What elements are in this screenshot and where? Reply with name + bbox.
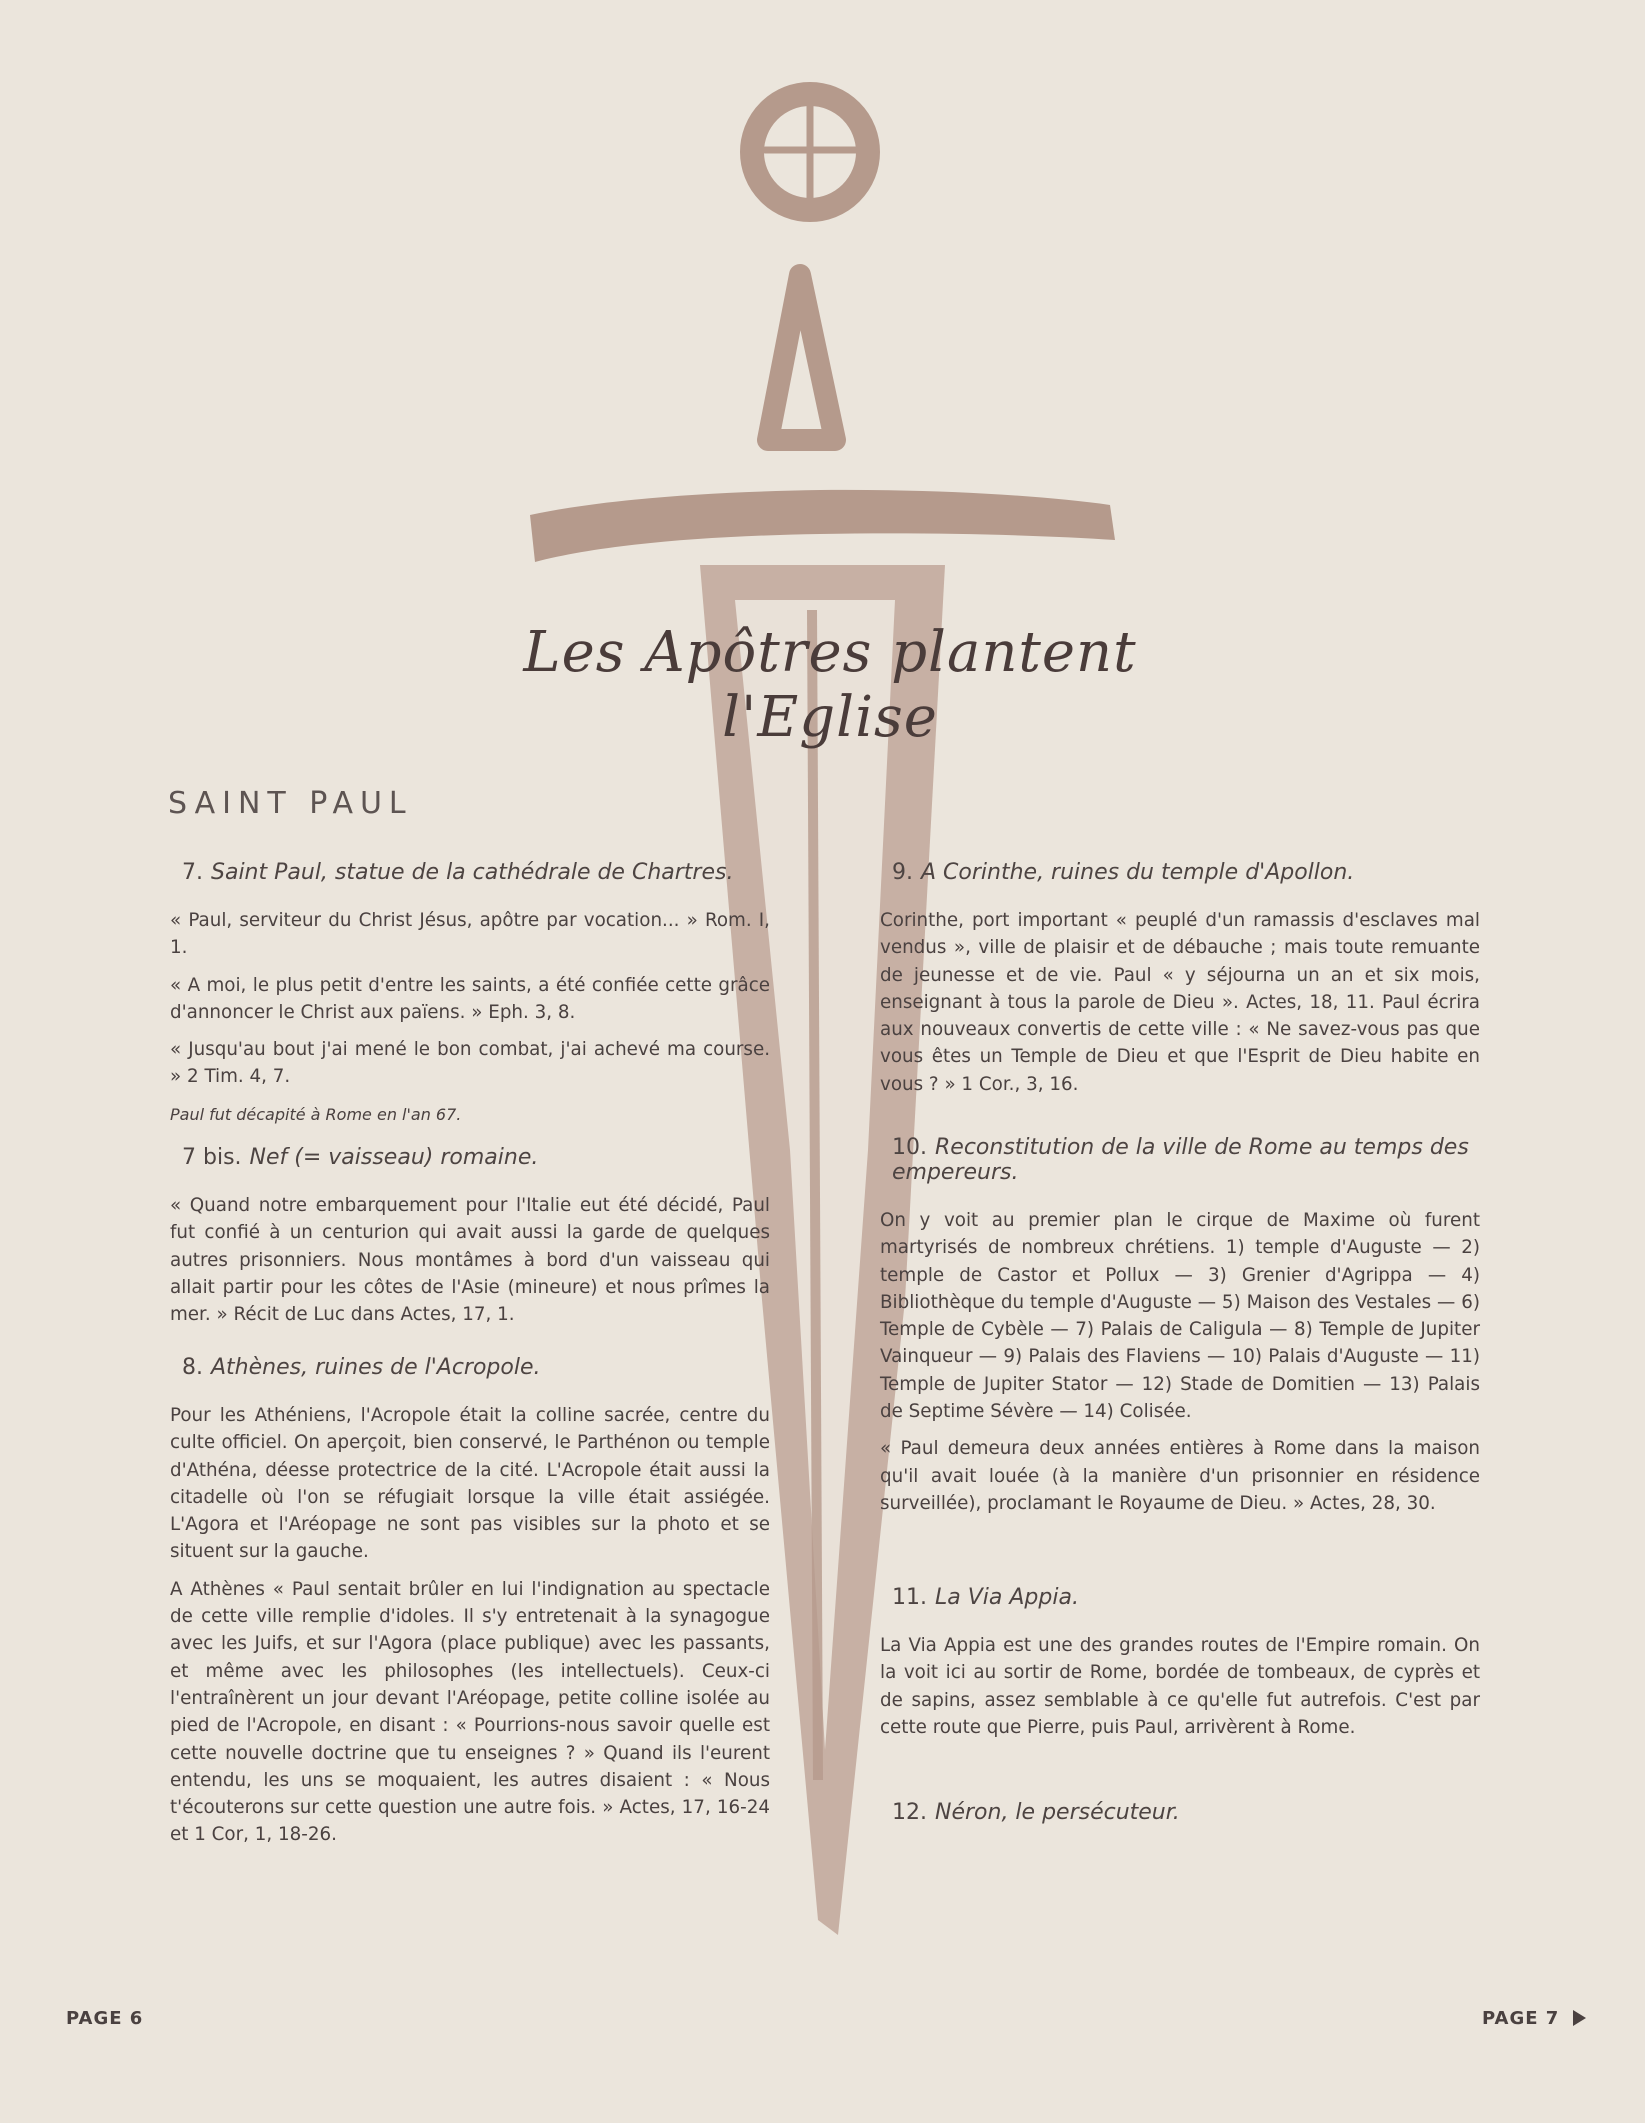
caption-text: « Paul, serviteur du Christ Jésus, apôtre par vocation... » Rom. I, 1.: [170, 910, 770, 959]
caption-note: Paul fut décapité à Rome en l'an 67.: [170, 1104, 462, 1124]
caption-text: La Via Appia est une des grandes routes de l'Empire romain. On la voit ici au sortir de Rome, bordée de tombeaux, de cyprès et de sapins, assez semblable à ce qu'elle fut autrefois. C'est par cette route que Pierre, puis Paul, arrivèrent à Rome.: [880, 1635, 1480, 1738]
caption-text: A Athènes « Paul sentait brûler en lui l'indignation au spectacle de cette ville remplie d'idoles. Il s'y entretenait à la synagogue avec les Juifs, et sur l'Agora (place publique) avec les passants, et même avec les philosophes (les intellectuels). Ceux-ci l'entraînèrent un jour devant l'Aréopage, petite colline isolée au pied de l'Acropole, en disant : « Pourrions-nous savoir quelle est cette nouvelle doctrine que tu enseignes ? » Quand ils l'eurent entendu, les uns se moquaient, les autres disaient : « Nous t'écouterons sur cette question une autre fois. » Actes, 17, 16-24 et 1 Cor, 1, 18-26.: [170, 1578, 770, 1846]
caption-text: « Jusqu'au bout j'ai mené le bon combat, j'ai achevé ma course. » 2 Tim. 4, 7.: [170, 1039, 770, 1088]
page-number-left: PAGE 6: [66, 2008, 144, 2029]
caption-10: [880, 1135, 1480, 1527]
caption-title: 7. Saint Paul, statue de la cathédrale de Chartres.: [182, 860, 734, 885]
caption-8: [170, 1355, 770, 1859]
caption-11: [880, 1585, 1480, 1751]
caption-text: Pour les Athéniens, l'Acropole était la colline sacrée, centre du culte officiel. On aperçoit, bien conservé, le Parthénon ou temple d'Athéna, déesse protectrice de la cité. L'Acropole était aussi la citadelle où l'on se réfugiait lorsque la ville était assiégée. L'Agora et l'Aréopage ne sont pas visibles sur la photo et se situent sur la gauche.: [170, 1405, 770, 1563]
caption-7-bis: [170, 1145, 770, 1338]
caption-7: [170, 860, 770, 1138]
caption-9: [880, 860, 1480, 1108]
section-heading: SAINT PAUL: [168, 786, 413, 821]
caption-title: 9. A Corinthe, ruines du temple d'Apollon.: [892, 860, 1355, 885]
page-number-right[interactable]: PAGE 7: [1482, 2008, 1586, 2029]
caption-text: « Paul demeura deux années entières à Rome dans la maison qu'il avait louée (à la manière d'un prisonnier en résidence surveillée), proclamant le Royaume de Dieu. » Actes, 28, 30.: [880, 1438, 1480, 1514]
caption-title: 7 bis. Nef (= vaisseau) romaine.: [182, 1145, 539, 1170]
caption-title: 10. Reconstitution de la ville de Rome au temps des empereurs.: [892, 1135, 1469, 1185]
caption-title: 8. Athènes, ruines de l'Acropole.: [182, 1355, 541, 1380]
caption-text: On y voit au premier plan le cirque de Maxime où furent martyrisés de nombreux chrétiens. 1) temple d'Auguste — 2) temple de Castor et Pollux — 3) Grenier d'Agrippa — 4) Bibliothèque du temple d'Auguste — 5) Maison des Vestales — 6) Temple de Cybèle — 7) Palais de Caligula — 8) Temple de Jupiter Vainqueur — 9) Palais des Flaviens — 10) Palais d'Auguste — 11) Temple de Jupiter Stator — 12) Stade de Domitien — 13) Palais de Septime Sévère — 14) Colisée.: [880, 1210, 1480, 1423]
caption-text: Corinthe, port important « peuplé d'un ramassis d'esclaves mal vendus », ville de plaisir et de débauche ; mais toute remuante de jeunesse et de vie. Paul « y séjourna un an et six mois, enseignant à tous la parole de Dieu ». Actes, 18, 11. Paul écrira aux nouveaux convertis de cette ville : « Ne savez-vous pas que vous êtes un Temple de Dieu et que l'Esprit de Dieu habite en vous ? » 1 Cor., 3, 16.: [880, 910, 1480, 1095]
caption-text: « A moi, le plus petit d'entre les saints, a été confiée cette grâce d'annoncer le Christ aux païens. » Eph. 3, 8.: [170, 974, 770, 1023]
caption-title: 11. La Via Appia.: [892, 1585, 1079, 1610]
caption-12: [880, 1800, 1480, 1847]
caption-title: 12. Néron, le persécuteur.: [892, 1800, 1180, 1825]
caption-text: « Quand notre embarquement pour l'Italie eut été décidé, Paul fut confié à un centurion qui avait aussi la garde de quelques autres prisonniers. Nous montâmes à bord d'un vaisseau qui allait partir pour les côtes de l'Asie (mineure) et nous prîmes la mer. » Récit de Luc dans Actes, 17, 1.: [170, 1195, 770, 1326]
page-title: Les Apôtres plantent l'Eglise: [523, 620, 1137, 750]
arrow-right-icon[interactable]: [1573, 2010, 1586, 2026]
